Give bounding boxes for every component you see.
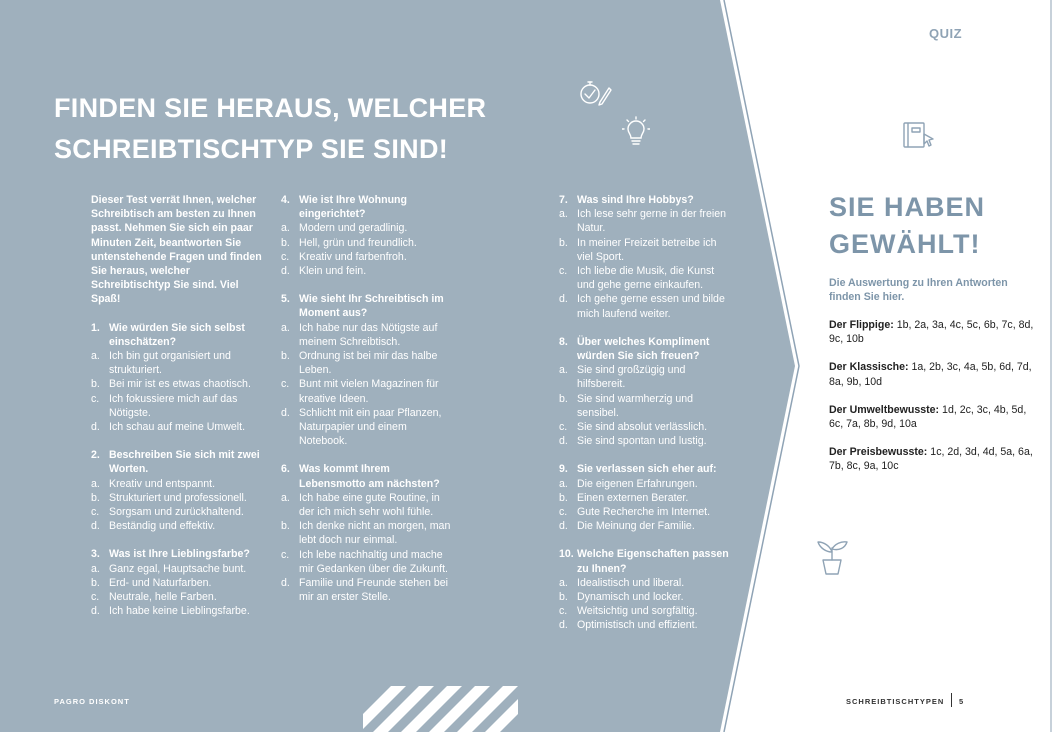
option-text: Optimistisch und effizient. <box>577 619 698 632</box>
answer-option <box>91 377 266 391</box>
result-type-name: Der Klassische: <box>829 361 909 374</box>
option-text: Hell, grün und freundlich. <box>299 236 417 249</box>
answer-option <box>281 236 457 250</box>
footer-divider <box>951 693 952 707</box>
question-8 <box>559 335 729 449</box>
question-10 <box>559 547 729 632</box>
option-text: Neutrale, helle Farben. <box>109 591 217 604</box>
answer-option <box>559 392 729 420</box>
question-1 <box>91 321 266 435</box>
option-letter: a. <box>281 321 290 334</box>
section-label: QUIZ <box>929 26 963 41</box>
question-4 <box>281 193 457 278</box>
answer-option <box>91 505 266 519</box>
option-letter: a. <box>91 562 100 575</box>
question-6 <box>281 462 457 604</box>
option-text: Sorgsam und zurückhaltend. <box>109 506 244 519</box>
option-text: Ganz egal, Hauptsache bunt. <box>109 562 247 575</box>
option-text: Beständig und effektiv. <box>109 520 216 533</box>
result-type-name: Der Umweltbewusste: <box>829 403 940 416</box>
headline-line-1: FINDEN SIE HERAUS, WELCHER <box>54 93 487 123</box>
option-text: Schlicht mit ein paar Pflanzen, Naturpapier und einem Notebook. <box>299 406 442 448</box>
option-text: Bunt mit vielen Magazinen für kreative Ideen. <box>299 378 439 405</box>
answer-option <box>559 590 729 604</box>
question-title: Sie verlassen sich eher auf: <box>577 463 717 476</box>
question-number: 7. <box>559 194 568 206</box>
option-letter: a. <box>281 222 290 235</box>
question-title: Was ist Ihre Lieblingsfarbe? <box>109 548 250 561</box>
answer-option <box>91 576 266 590</box>
questions-column-3 <box>559 193 729 647</box>
answer-option <box>91 519 266 533</box>
option-letter: c. <box>281 548 290 561</box>
option-text: Ordnung ist bei mir das halbe Leben. <box>299 350 438 377</box>
question-number: 2. <box>91 449 100 462</box>
footer-brand: PAGRO DISKONT <box>54 697 130 706</box>
answer-option <box>281 250 457 264</box>
option-text: Einen externen Berater. <box>577 491 689 504</box>
answer-option <box>559 434 729 448</box>
question-number: 10. <box>559 548 574 561</box>
plant-icon <box>815 538 851 576</box>
question-number: 3. <box>91 548 100 561</box>
question-9 <box>559 462 729 533</box>
option-text: Ich denke nicht an morgen, man lebt doch nur einmal. <box>299 520 451 547</box>
option-letter: d. <box>281 406 290 419</box>
lightbulb-icon <box>622 116 650 148</box>
option-letter: d. <box>559 293 568 306</box>
option-letter: b. <box>559 491 568 504</box>
option-text: Klein und fein. <box>299 265 367 278</box>
answer-option <box>91 420 266 434</box>
question-2 <box>91 448 266 533</box>
option-letter: b. <box>559 236 568 249</box>
answer-option <box>559 505 729 519</box>
results-list <box>829 318 1034 488</box>
option-text: Ich gehe gerne essen und bilde mich laufend weiter. <box>577 293 725 320</box>
answer-option <box>559 420 729 434</box>
answer-option <box>91 590 266 604</box>
option-text: Familie und Freunde stehen bei mir an erster Stelle. <box>299 577 448 604</box>
option-letter: a. <box>559 576 568 589</box>
option-text: Ich bin gut organisiert und strukturiert. <box>109 350 231 377</box>
option-text: Ich habe nur das Nötigste auf meinem Schreibtisch. <box>299 321 438 348</box>
option-text: Ich liebe die Musik, die Kunst und gehe gerne einkaufen. <box>577 265 715 292</box>
option-letter: d. <box>281 265 290 278</box>
option-letter: d. <box>91 605 100 618</box>
answer-option <box>281 321 457 349</box>
option-letter: c. <box>281 250 290 263</box>
page-number: 5 <box>959 697 964 706</box>
answer-option <box>559 292 729 320</box>
option-text: Modern und geradlinig. <box>299 222 408 235</box>
option-letter: a. <box>91 477 100 490</box>
question-title: Über welches Kompliment würden Sie sich freuen? <box>577 335 710 363</box>
option-letter: c. <box>281 378 290 391</box>
question-3 <box>91 547 266 618</box>
answer-option <box>559 236 729 264</box>
option-letter: a. <box>91 350 100 363</box>
option-letter: a. <box>559 208 568 221</box>
option-text: Ich habe eine gute Routine, in der ich mich sehr wohl fühle. <box>299 491 440 519</box>
answer-option <box>281 349 457 377</box>
option-text: Die eigenen Erfahrungen. <box>577 477 698 490</box>
option-text: Die Meinung der Familie. <box>577 520 695 533</box>
option-text: Ich lebe nachhaltig und mache mir Gedanken über die Zukunft. <box>299 548 448 575</box>
result-item <box>829 360 1034 388</box>
result-answers: 1b, 2a, 3a, 4c, 5c, 6b, 7c, 8d, 9c, 10b <box>829 319 1034 346</box>
result-item <box>829 318 1034 346</box>
option-letter: b. <box>281 236 290 249</box>
option-letter: c. <box>559 605 568 618</box>
result-answers: 1d, 2c, 3c, 4b, 5d, 6c, 7a, 8b, 9d, 10a <box>829 403 1027 431</box>
result-answers: 1c, 2d, 3d, 4d, 5a, 6a, 7b, 8c, 9a, 10c <box>829 446 1033 473</box>
intro-text: Dieser Test verrät Ihnen, welcher Schreibtisch am besten zu Ihnen passt. Nehmen Sie sich ein paar Minuten Zeit, beantworten Sie untenstehende Fragen und finden Sie heraus, welcher Schreibtischtyp Sie sind. Viel Spaß! <box>91 194 262 306</box>
option-letter: d. <box>559 619 568 632</box>
option-letter: d. <box>91 421 100 434</box>
questions-column-2 <box>281 193 457 618</box>
option-text: Strukturiert und professionell. <box>109 491 247 504</box>
option-letter: b. <box>559 392 568 405</box>
book-cursor-icon <box>902 121 936 151</box>
answer-option <box>281 264 457 278</box>
option-letter: d. <box>91 520 100 533</box>
answer-option <box>559 618 729 632</box>
option-letter: a. <box>281 491 290 504</box>
answer-option <box>281 576 457 604</box>
answer-option <box>281 548 457 576</box>
result-panel-subtitle: Die Auswertung zu Ihren Antworten finden Sie hier. <box>829 277 1008 304</box>
answer-option <box>281 491 457 519</box>
question-number: 1. <box>91 321 100 334</box>
option-text: Sie sind spontan und lustig. <box>577 435 707 448</box>
option-text: Ich schau auf meine Umwelt. <box>109 421 246 434</box>
answer-option <box>281 519 457 547</box>
question-7 <box>559 193 729 321</box>
option-letter: b. <box>281 520 290 533</box>
option-letter: c. <box>559 421 568 434</box>
question-number: 9. <box>559 463 568 476</box>
answer-option <box>559 264 729 292</box>
result-title-line-1: SIE HABEN <box>829 192 986 222</box>
option-text: Kreativ und entspannt. <box>109 477 216 490</box>
result-answers: 1a, 2b, 3c, 4a, 5b, 6d, 7d, 8a, 9b, 10d <box>829 361 1032 388</box>
option-text: Gute Recherche im Internet. <box>577 506 711 519</box>
option-letter: d. <box>559 520 568 533</box>
answer-option <box>91 477 266 491</box>
answer-option <box>91 392 266 420</box>
answer-option <box>559 477 729 491</box>
result-item <box>829 403 1034 431</box>
page-headline <box>54 88 524 170</box>
answer-option <box>559 363 729 391</box>
option-letter: b. <box>281 350 290 363</box>
answer-option <box>91 349 266 377</box>
option-letter: a. <box>559 477 568 490</box>
question-number: 5. <box>281 293 290 306</box>
option-text: Sie sind absolut verlässlich. <box>577 421 708 434</box>
answer-option <box>559 491 729 505</box>
question-number: 4. <box>281 194 290 206</box>
question-title: Was kommt Ihrem Lebensmotto am nächsten? <box>299 463 440 490</box>
option-text: Bei mir ist es etwas chaotisch. <box>109 378 251 391</box>
question-title: Was sind Ihre Hobbys? <box>577 194 694 206</box>
result-type-name: Der Flippige: <box>829 319 894 331</box>
result-title-line-2: GEWÄHLT! <box>829 229 981 259</box>
option-letter: d. <box>281 577 290 590</box>
option-text: Erd- und Naturfarben. <box>109 576 212 589</box>
question-title: Beschreiben Sie sich mit zwei Worten. <box>109 449 260 476</box>
answer-option <box>281 221 457 235</box>
option-letter: b. <box>91 378 100 391</box>
option-letter: b. <box>559 591 568 604</box>
result-type-name: Der Preisbewusste: <box>829 446 928 459</box>
question-title: Wie würden Sie sich selbst einschätzen? <box>109 321 245 348</box>
answer-option <box>91 562 266 576</box>
question-5 <box>281 292 457 448</box>
option-text: Weitsichtig und sorgfältig. <box>577 605 698 618</box>
question-title: Wie ist Ihre Wohnung eingerichtet? <box>299 194 407 221</box>
option-letter: c. <box>559 265 568 278</box>
answer-option <box>559 207 729 235</box>
option-text: Idealistisch und liberal. <box>577 576 685 589</box>
answer-option <box>91 491 266 505</box>
answer-option <box>559 576 729 590</box>
question-number: 6. <box>281 463 290 476</box>
option-text: Ich lese sehr gerne in der freien Natur. <box>577 208 726 235</box>
option-letter: d. <box>559 435 568 448</box>
headline-line-2: SCHREIBTISCHTYP SIE SIND! <box>54 134 449 164</box>
option-letter: c. <box>91 591 100 604</box>
answer-option <box>281 406 457 449</box>
footer-section: SCHREIBTISCHTYPEN <box>846 697 945 706</box>
option-text: Ich habe keine Lieblingsfarbe. <box>109 605 250 618</box>
answer-option <box>559 519 729 533</box>
option-letter: c. <box>91 392 100 405</box>
question-title: Wie sieht Ihr Schreibtisch im Moment aus? <box>299 293 444 320</box>
checklist-pencil-icon <box>578 78 612 110</box>
option-text: Sie sind warmherzig und sensibel. <box>577 392 693 419</box>
option-text: Dynamisch und locker. <box>577 591 684 604</box>
option-letter: c. <box>559 506 568 519</box>
answer-option <box>91 604 266 618</box>
option-letter: b. <box>91 576 100 589</box>
option-text: In meiner Freizeit betreibe ich viel Sport. <box>577 236 717 263</box>
answer-option <box>559 604 729 618</box>
question-title: Welche Eigenschaften passen zu Ihnen? <box>577 548 729 575</box>
answer-option <box>281 377 457 405</box>
result-item <box>829 445 1034 473</box>
option-letter: b. <box>91 491 100 504</box>
option-text: Sie sind großzügig und hilfsbereit. <box>577 364 686 391</box>
intro-column <box>91 193 266 632</box>
option-letter: c. <box>91 506 100 519</box>
question-number: 8. <box>559 335 568 348</box>
result-panel-title <box>829 189 985 263</box>
option-text: Ich fokussiere mich auf das Nötigste. <box>109 392 238 419</box>
option-letter: a. <box>559 364 568 377</box>
option-text: Kreativ und farbenfroh. <box>299 250 407 263</box>
